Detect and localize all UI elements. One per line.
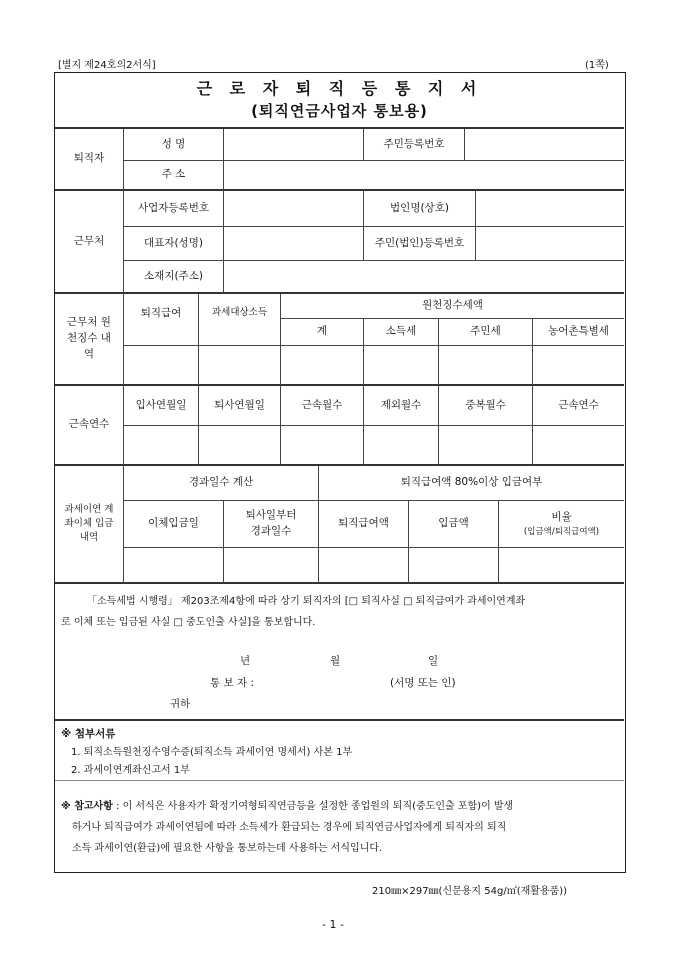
location-field[interactable]	[224, 261, 624, 294]
ratio-note: (입금액/퇴직급여액)	[523, 526, 600, 537]
deferral-cell[interactable]	[319, 548, 409, 584]
attachments-title: ※ 첨부서류	[61, 728, 116, 740]
paper-spec: 210㎜×297㎜(신문용지 54g/㎡(재활용품))	[372, 886, 568, 897]
rural-tax-header: 농어촌특별세	[533, 319, 624, 346]
attachments-section	[55, 721, 624, 781]
leave-date-header: 퇴사연월일	[199, 386, 281, 426]
service-cell[interactable]	[124, 426, 199, 466]
duplicate-months-header: 중복월수	[439, 386, 533, 426]
deferral-cell[interactable]	[499, 548, 624, 584]
name-label: 성 명	[124, 129, 224, 161]
date-day: 일	[428, 655, 439, 667]
tax-amount-header: 원천징수세액	[281, 294, 624, 319]
deferral-cell[interactable]	[409, 548, 499, 584]
withholding-cell[interactable]	[124, 346, 199, 386]
statement-section	[55, 584, 624, 721]
elapsed-calc-header: 경과일수 계산	[124, 466, 319, 501]
corp-reg-no-label: 주민(법인)등록번호	[364, 227, 476, 261]
representative-field[interactable]	[224, 227, 364, 261]
name-field[interactable]	[224, 129, 364, 161]
page-side: (1쪽)	[585, 60, 609, 71]
service-years-header: 근속연수	[533, 386, 624, 426]
deferral-cell[interactable]	[124, 548, 224, 584]
deposit-check-header: 퇴직급여액 80%이상 입금여부	[319, 466, 624, 501]
withholding-cell[interactable]	[364, 346, 439, 386]
resident-no-label: 주민등록번호	[364, 129, 465, 161]
withholding-cell[interactable]	[281, 346, 364, 386]
address-label: 주 소	[124, 161, 224, 191]
corp-name-field[interactable]	[476, 191, 624, 227]
service-cell[interactable]	[439, 426, 533, 466]
withholding-label: 근무처 원천징수 내역	[55, 294, 124, 386]
transfer-date-header: 이체입금일	[124, 501, 224, 548]
resident-tax-header: 주민세	[439, 319, 533, 346]
notes-line: 소득 과세이연(환급)에 필요한 사항을 통보하는데 사용하는 서식입니다.	[72, 843, 383, 854]
deferral-cell[interactable]	[224, 548, 319, 584]
attachment-item: 1. 퇴직소득원천징수영수증(퇴직소득 과세이연 명세서) 사본 1부	[71, 747, 353, 758]
service-label: 근속연수	[55, 386, 124, 466]
service-cell[interactable]	[533, 426, 624, 466]
resident-no-field[interactable]	[465, 129, 624, 161]
taxable-income-header: 과세대상소득	[199, 294, 281, 346]
biz-no-field[interactable]	[224, 191, 364, 227]
title-main: 근 로 자 퇴 직 등 통 지 서	[196, 79, 483, 99]
notifier-label: 통 보 자 :	[210, 677, 254, 689]
service-cell[interactable]	[281, 426, 364, 466]
retirement-pay-header: 퇴직급여	[124, 294, 199, 346]
deferral-label: 과세이연 계좌이체 입금내역	[55, 466, 124, 584]
recipient-label: 귀하	[170, 698, 191, 710]
corp-reg-no-field[interactable]	[476, 227, 624, 261]
ratio-header	[499, 501, 624, 548]
form-number: [별지 제24호의2서식]	[58, 60, 156, 71]
withholding-cell[interactable]	[199, 346, 281, 386]
withholding-cell[interactable]	[533, 346, 624, 386]
notes-section	[55, 781, 624, 871]
date-month: 월	[330, 655, 341, 667]
address-field[interactable]	[224, 161, 624, 191]
workplace-label: 근무처	[55, 191, 124, 294]
tax-total-header: 계	[281, 319, 364, 346]
ratio-label: 비율	[551, 510, 572, 523]
statement-line-1: 「소득세법 시행령」 제203조제4항에 따라 상기 퇴직자의 [□ 퇴직사실 □ 퇴직급여가 과세이연계좌	[87, 596, 526, 607]
notes-title: ※ 참고사항	[61, 801, 113, 812]
biz-no-label: 사업자등록번호	[124, 191, 224, 227]
service-cell[interactable]	[364, 426, 439, 466]
service-cell[interactable]	[199, 426, 281, 466]
notes-line: : 이 서식은 사용자가 확정기여형퇴직연금등을 설정한 종업원의 퇴직(중도인출 포함)이 발생	[112, 801, 514, 812]
elapsed-days-header: 퇴사일부터 경과일수	[224, 501, 319, 548]
service-months-header: 근속월수	[281, 386, 364, 426]
retirement-amount-header: 퇴직급여액	[319, 501, 409, 548]
income-tax-header: 소득세	[364, 319, 439, 346]
attachment-item: 2. 과세이연계좌신고서 1부	[71, 765, 190, 776]
location-label: 소재지(주소)	[124, 261, 224, 294]
representative-label: 대표자(성명)	[124, 227, 224, 261]
date-year: 년	[240, 655, 251, 667]
join-date-header: 입사연월일	[124, 386, 199, 426]
statement-line-2: 로 이체 또는 입금된 사실 □ 중도인출 사실]을 통보합니다.	[61, 617, 316, 628]
form-title	[55, 73, 624, 129]
deposit-amount-header: 입금액	[409, 501, 499, 548]
sign-label: (서명 또는 인)	[390, 677, 456, 689]
withholding-cell[interactable]	[439, 346, 533, 386]
notes-line: 하거나 퇴직급여가 과세이연됨에 따라 소득세가 환급되는 경우에 퇴직연금사업자에게 퇴직자의 퇴직	[72, 822, 507, 833]
page-number: - 1 -	[322, 918, 344, 931]
excluded-months-header: 제외월수	[364, 386, 439, 426]
form-frame	[54, 72, 626, 873]
retiree-label: 퇴직자	[55, 129, 124, 191]
corp-name-label: 법인명(상호)	[364, 191, 476, 227]
title-sub: (퇴직연금사업자 통보용)	[251, 101, 428, 120]
